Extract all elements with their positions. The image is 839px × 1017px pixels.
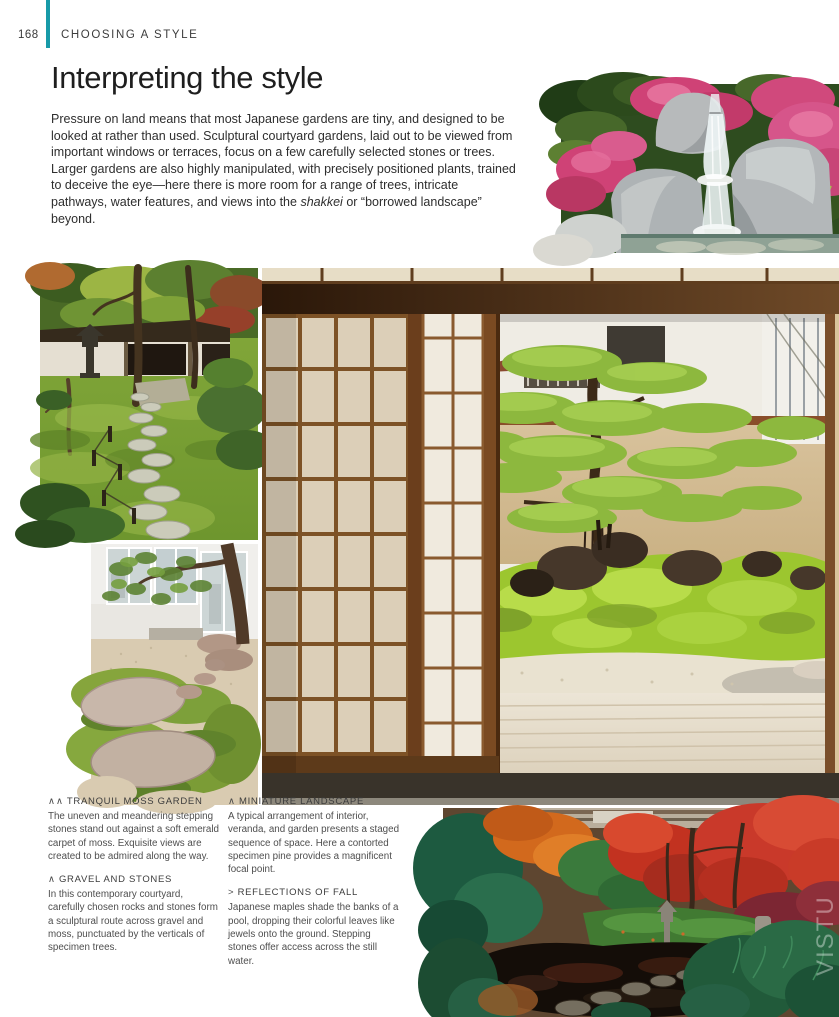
caption-miniature-landscape bbox=[228, 796, 400, 876]
caption-title: MINIATURE LANDSCAPE bbox=[238, 796, 365, 807]
intro-text-2: or “borrowed landscape” beyond. bbox=[51, 194, 482, 226]
photo-waterfall-azaleas bbox=[561, 84, 839, 253]
caption-text: A typical arrangement of interior, veranda, and garden presents a staged sequence of space. Here a contorted specimen pine provides a magnificent focal point. bbox=[228, 811, 400, 876]
page-number: 168 bbox=[18, 29, 39, 41]
caption-text: In this contemporary courtyard, carefully chosen rocks and stones form a sculptural route across gravel and moss, punctuated by the verticals of specimen trees. bbox=[48, 889, 218, 954]
caption-text: Japanese maples shade the banks of a pool, dropping their colorful leaves like jewels onto the ground. Stepping stones offer access across the still water. bbox=[228, 902, 399, 967]
caption-title: REFLECTIONS OF FALL bbox=[237, 887, 359, 899]
intro-italic-term: shakkei bbox=[300, 194, 343, 209]
veranda-floor bbox=[487, 693, 839, 773]
accent-bar bbox=[46, 0, 50, 48]
caption-gravel-and-stones bbox=[48, 874, 220, 954]
photo-veranda-pine-garden bbox=[262, 268, 839, 805]
photo-moss-garden bbox=[40, 268, 258, 540]
caption-column-middle bbox=[228, 796, 400, 979]
caption-marker: ∧∧ bbox=[48, 796, 64, 807]
caption-marker: ∧ bbox=[48, 874, 56, 886]
section-header: CHOOSING A STYLE bbox=[61, 29, 199, 41]
caption-reflections-of-fall bbox=[228, 887, 400, 967]
caption-tranquil-moss-garden bbox=[48, 796, 220, 863]
caption-title: TRANQUIL MOSS GARDEN bbox=[66, 796, 203, 807]
pool bbox=[621, 234, 839, 255]
caption-marker: > bbox=[228, 887, 235, 899]
caption-text: The uneven and meandering stepping stones stand out against a soft emerald carpet of moss. Exquisite views are created to be admired along the way. bbox=[48, 811, 220, 862]
caption-marker: ∧ bbox=[228, 796, 236, 807]
edge-watermark: VISTU bbox=[812, 895, 839, 976]
photo-courtyard-gravel bbox=[91, 544, 258, 805]
caption-column-left bbox=[48, 796, 220, 966]
intro-paragraph bbox=[51, 111, 517, 227]
photo-fall-maples-pond bbox=[443, 808, 839, 1017]
transom bbox=[262, 268, 839, 314]
page-title: Interpreting the style bbox=[51, 60, 324, 95]
intro-text-1: Pressure on land means that most Japanese gardens are tiny, and designed to be looked at rather than used. Sculptural courtyard gardens, laid out to be viewed from important windows or terraces, focus on a few carefully selected stones or trees. Larger gardens are also highly manipulated, with precisely positioned plants, trained to deceive the eye—here there is more room for a range of trees, intricate pathways, water features, and views into the bbox=[51, 112, 516, 209]
caption-title: GRAVEL AND STONES bbox=[58, 874, 173, 886]
shoji-screens bbox=[262, 314, 500, 773]
